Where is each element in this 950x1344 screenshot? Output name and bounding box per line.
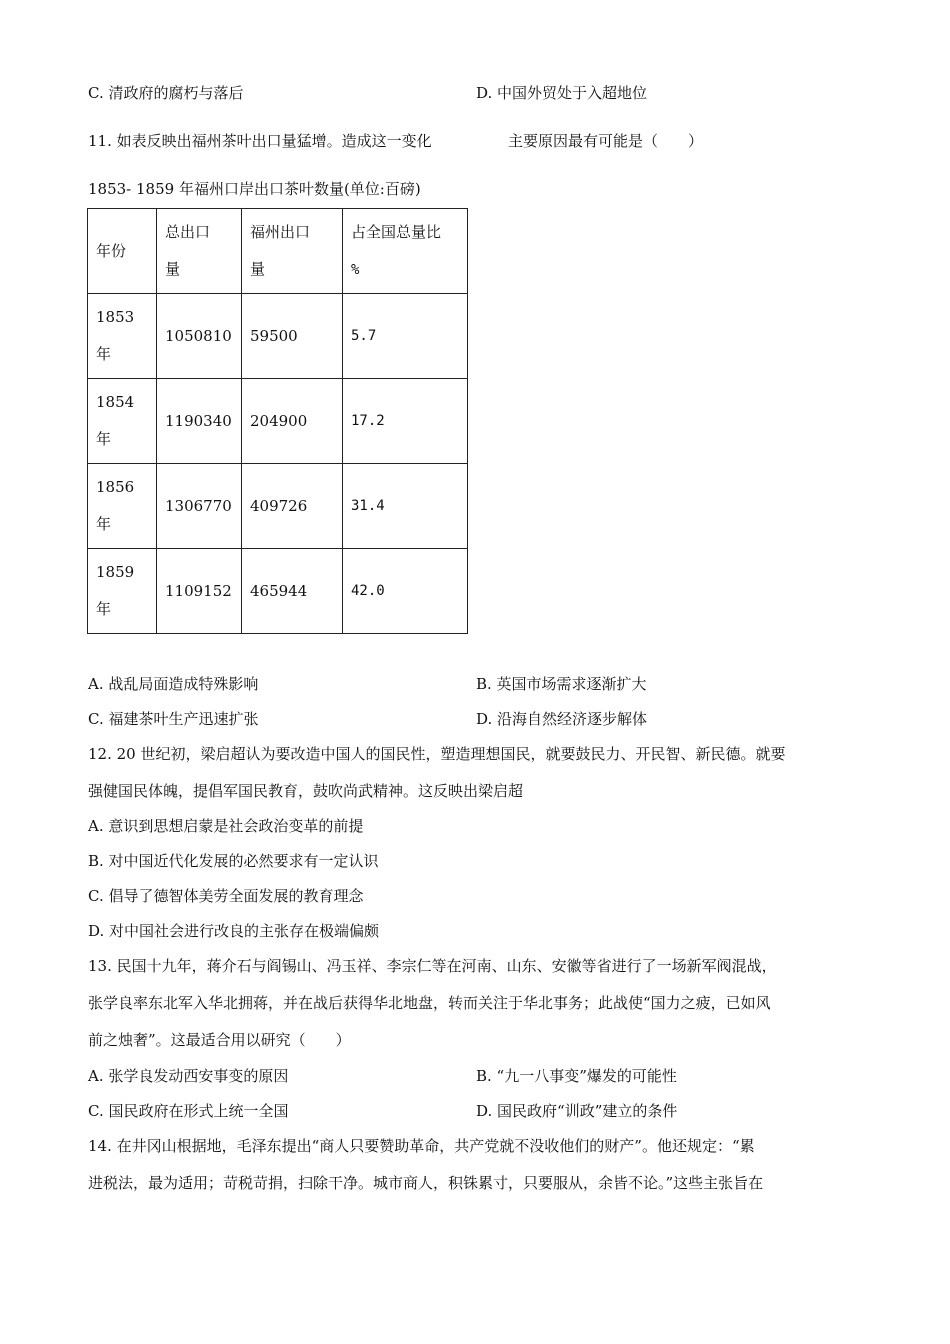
table-row xyxy=(88,464,468,549)
cell-year: 1854 年 xyxy=(88,379,157,464)
q12-stem-line2: 强健国民体魄，提倡军国民教育，鼓吹尚武精神。这反映出梁启超 xyxy=(88,782,524,800)
q13-stem-line1: 13. 民国十九年，蒋介石与阎锡山、冯玉祥、李宗仁等在河南、山东、安徽等省进行了一场新军阀混战， xyxy=(88,957,777,975)
table-row xyxy=(88,549,468,634)
cell-fuzhou: 204900 xyxy=(242,379,343,464)
header-total: 总出口 量 xyxy=(157,209,242,294)
cell-fuzhou: 59500 xyxy=(242,294,343,379)
q10-option-d: D. 中国外贸处于入超地位 xyxy=(476,84,648,102)
cell-fuzhou: 409726 xyxy=(242,464,343,549)
q12-stem-line1: 12. 20 世纪初，梁启超认为要改造中国人的国民性，塑造理想国民，就要鼓民力、开民智、新民德。就要 xyxy=(88,745,786,763)
q12-option-a: A. 意识到思想启蒙是社会政治变革的前提 xyxy=(88,817,364,835)
cell-total: 1190340 xyxy=(157,379,242,464)
cell-total: 1306770 xyxy=(157,464,242,549)
table-row xyxy=(88,294,468,379)
q11-option-a: A. 战乱局面造成特殊影响 xyxy=(88,675,259,693)
tea-export-table xyxy=(87,208,468,634)
q11-stem-part2: 主要原因最有可能是（ ） xyxy=(508,132,704,150)
q14-stem-line1: 14. 在井冈山根据地，毛泽东提出“商人只要赞助革命，共产党就不没收他们的财产”。他还规定：“累 xyxy=(88,1137,755,1155)
cell-fuzhou: 465944 xyxy=(242,549,343,634)
cell-year: 1853 年 xyxy=(88,294,157,379)
q11-option-c: C. 福建茶叶生产迅速扩张 xyxy=(88,710,259,728)
cell-percent: 5.7 xyxy=(343,294,468,379)
cell-percent: 31.4 xyxy=(343,464,468,549)
cell-year: 1856 年 xyxy=(88,464,157,549)
q11-option-b: B. 英国市场需求逐渐扩大 xyxy=(476,675,647,693)
cell-percent: 17.2 xyxy=(343,379,468,464)
header-percent: 占全国总量比 % xyxy=(343,209,468,294)
cell-total: 1050810 xyxy=(157,294,242,379)
cell-total: 1109152 xyxy=(157,549,242,634)
q10-option-c: C. 清政府的腐朽与落后 xyxy=(88,84,244,102)
q12-option-b: B. 对中国近代化发展的必然要求有一定认识 xyxy=(88,852,379,870)
q11-table-caption: 1853- 1859 年福州口岸出口茶叶数量(单位:百磅) xyxy=(88,180,421,198)
q12-option-c: C. 倡导了德智体美劳全面发展的教育理念 xyxy=(88,887,364,905)
q13-option-a: A. 张学良发动西安事变的原因 xyxy=(88,1067,289,1085)
q12-option-d: D. 对中国社会进行改良的主张存在极端偏颇 xyxy=(88,922,380,940)
q13-stem-line3: 前之烛奢”。这最适合用以研究（ ） xyxy=(88,1031,351,1049)
q13-stem-line2: 张学良率东北军入华北拥蒋，并在战后获得华北地盘，转而关注于华北事务；此战使“国力之疲，已如风 xyxy=(88,994,771,1012)
table-header-row xyxy=(88,209,468,294)
q13-option-b: B. “九一八事变”爆发的可能性 xyxy=(476,1067,677,1085)
q13-option-c: C. 国民政府在形式上统一全国 xyxy=(88,1102,289,1120)
table-row xyxy=(88,379,468,464)
q11-option-d: D. 沿海自然经济逐步解体 xyxy=(476,710,648,728)
header-fuzhou: 福州出口 量 xyxy=(242,209,343,294)
header-year: 年份 xyxy=(88,209,157,294)
q13-option-d: D. 国民政府“训政”建立的条件 xyxy=(476,1102,678,1120)
cell-year: 1859 年 xyxy=(88,549,157,634)
cell-percent: 42.0 xyxy=(343,549,468,634)
q11-stem-part1: 11. 如表反映出福州茶叶出口量猛增。造成这一变化 xyxy=(88,132,432,150)
q14-stem-line2: 进税法，最为适用；苛税苛捐，扫除干净。城市商人，积铢累寸，只要服从，余皆不论。”这些主张旨在 xyxy=(88,1174,764,1192)
